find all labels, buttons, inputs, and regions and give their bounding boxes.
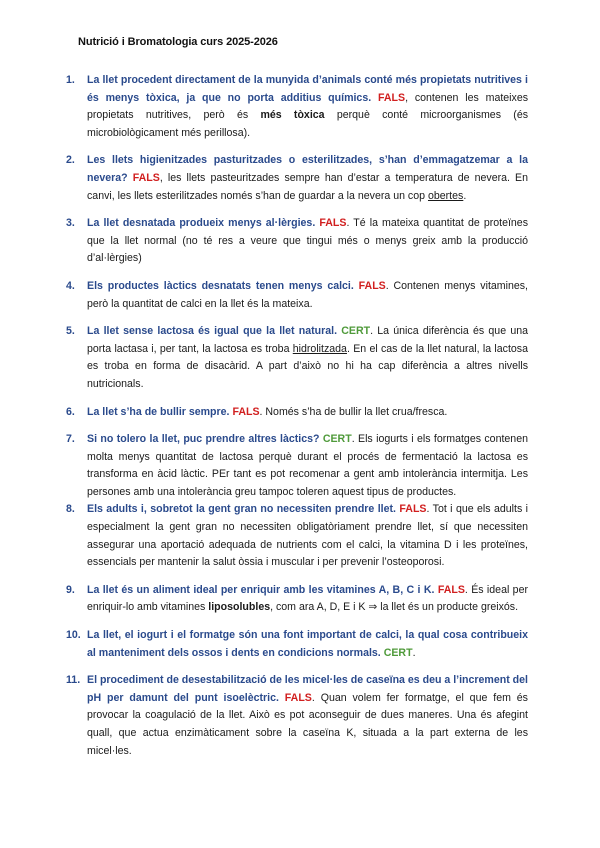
verdict-fals: FALS xyxy=(319,217,347,230)
question-text: La llet és un aliment ideal per enriquir amb les vitamines A, B, C i K. xyxy=(87,583,435,596)
question-text: La llet s’ha de bullir sempre. xyxy=(87,405,230,418)
item-body xyxy=(87,323,528,393)
question-text: La llet procedent directament de la munyida d’animals conté més propietats nutritives i és menys tòxica, ja que no porta additius químics. xyxy=(87,74,528,104)
item-body xyxy=(87,431,528,501)
question-text: La llet desnatada produeix menys al·lèrgies. xyxy=(87,217,316,230)
verdict-cert: CERT xyxy=(383,646,413,659)
list-item xyxy=(66,278,528,313)
verdict-fals: FALS xyxy=(232,405,260,418)
question-text: Les llets higienitzades pasturitzades o esterilitzades, s’han d’emmagatzemar a la nevera? xyxy=(87,154,528,184)
answer-text: . En el cas de la llet natural, la lactosa es troba en forma de disacàrid. A part d’això no hi ha cap diferència a altres nivells nutricionals. xyxy=(87,342,528,390)
question-text: Els productes làctics desnatats tenen menys calci. xyxy=(87,279,354,292)
list-item xyxy=(66,431,528,501)
question-text: La llet sense lactosa és igual que la llet natural. xyxy=(87,325,338,338)
question-text: Si no tolero la llet, puc prendre altres làctics? xyxy=(87,433,320,446)
item-body xyxy=(87,501,528,571)
list-item xyxy=(66,672,528,760)
answer-underlined: hidrolitzada xyxy=(292,342,347,355)
item-number: 7. xyxy=(66,433,75,446)
item-body xyxy=(87,152,528,205)
list-item xyxy=(66,627,528,662)
answer-text: . La única diferència és que una porta lactasa i, per tant, la lactosa es troba xyxy=(87,325,528,355)
verdict-fals: FALS xyxy=(132,171,160,184)
answer-text: , com ara A, D, E i K ⇒ la llet és un producte greixós. xyxy=(270,601,519,614)
question-text: Els adults i, sobretot la gent gran no necessiten prendre llet. xyxy=(87,503,396,516)
verdict-fals: FALS xyxy=(284,691,312,704)
verdict-cert: CERT xyxy=(341,325,371,338)
item-body xyxy=(87,672,528,760)
answer-underlined: obertes xyxy=(427,189,464,202)
item-number: 5. xyxy=(66,325,75,338)
list-item xyxy=(66,152,528,205)
item-number: 1. xyxy=(66,74,75,86)
list-item xyxy=(66,72,528,142)
answer-bold: més tòxica xyxy=(260,109,325,122)
list-item xyxy=(66,404,528,422)
item-number: 2. xyxy=(66,154,75,167)
question-text: La llet, el iogurt i el formatge són una font important de calci, la qual cosa contribueix al manteniment dels ossos i dents en condicions normals. xyxy=(87,629,528,659)
page-header: Nutrició i Bromatologia curs 2025-2026 xyxy=(78,36,278,48)
list-item xyxy=(66,215,528,268)
answer-text: . És ideal per enriquir-lo amb vitamines xyxy=(87,583,528,614)
item-number: 10. xyxy=(66,629,81,642)
item-number: 11. xyxy=(66,674,81,687)
verdict-fals: FALS xyxy=(378,91,406,104)
item-body xyxy=(87,627,528,662)
question-list xyxy=(66,72,528,770)
verdict-fals: FALS xyxy=(437,583,465,596)
answer-text: . Només s’ha de bullir la llet crua/fresca. xyxy=(259,405,448,418)
item-body xyxy=(87,278,528,313)
item-body xyxy=(87,215,528,268)
item-number: 4. xyxy=(66,279,75,292)
item-number: 8. xyxy=(66,503,75,516)
verdict-cert: CERT xyxy=(322,433,352,446)
verdict-fals: FALS xyxy=(358,279,386,292)
item-number: 3. xyxy=(66,217,75,230)
list-item xyxy=(66,323,528,393)
answer-text: . Té la mateixa quantitat de proteïnes que la llet normal (no té res a veure que tingui més o menys greix amb la producció d’al·lèrgies) xyxy=(87,217,528,265)
verdict-fals: FALS xyxy=(399,503,427,516)
item-body xyxy=(87,404,528,422)
answer-text: . Contenen menys vitamines, però la quantitat de calci en la llet és la mateixa. xyxy=(87,279,528,310)
answer-text: . xyxy=(412,646,416,659)
answer-text: . Quan volem fer formatge, el que fem és provocar la coagulació de la llet. Això es pot aconseguir de dues maneres. Una és afegint quall, que actua enzimàticament sobre la caseïna K, situada a la part externa de les micel·les. xyxy=(87,691,528,757)
answer-text: . xyxy=(463,189,467,202)
question-text: El procediment de desestabilització de les micel·les de caseïna es deu a l’increment del pH per damunt del punt isoelèctric. xyxy=(87,674,528,704)
list-item xyxy=(66,501,528,571)
answer-text: , les llets pasteuritzades sempre han d’estar a temperatura de nevera. En canvi, les llets esterilitzades només s’han de guardar a la nevera un cop xyxy=(87,171,529,202)
answer-text: perquè conté microorganismes (és microbiològicament més perillosa). xyxy=(87,109,529,139)
item-body xyxy=(87,582,528,617)
item-number: 6. xyxy=(66,405,75,418)
item-number: 9. xyxy=(66,583,75,596)
item-body xyxy=(87,72,528,142)
answer-text: , contenen les mateixes propietats nutritives, però és xyxy=(87,91,529,122)
answer-bold: liposolubles xyxy=(208,601,271,614)
list-item xyxy=(66,582,528,617)
answer-text: . Tot i que els adults i especialment la gent gran no necessiten obligatòriament prendre llet, sí que necessiten assegurar una aportació adequada de nutrients com el calci, la vitamina D i les proteïnes, essencials per mantenir la salut òssia i muscular i per prevenir l’osteoporosi. xyxy=(87,503,529,569)
answer-text: . Els iogurts i els formatges contenen molta menys quantitat de lactosa perquè durant el procés de fermentació la lactosa es transforma en àcid làctic. PEr tant es pot recomenar a gent amb intolerància intermitja. Les persones amb una intolerància greu tampoc toleren aquest tipus de productes. xyxy=(87,433,528,498)
